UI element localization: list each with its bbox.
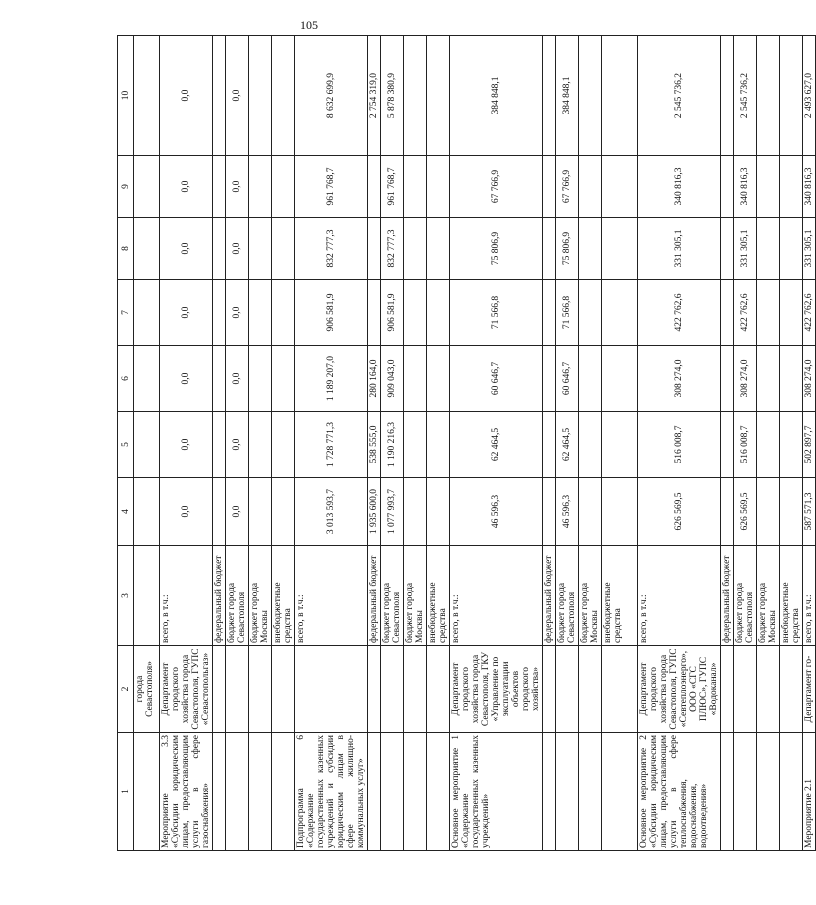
amount-cell: 909 043,0 xyxy=(381,346,404,412)
amount-cell: 961 768,7 xyxy=(381,156,404,218)
executor-cell xyxy=(368,646,381,733)
amount-cell xyxy=(427,280,450,346)
measure-name-cell xyxy=(734,733,757,851)
amount-cell xyxy=(721,346,734,412)
measure-name-cell: Мероприятие 2.1 xyxy=(803,733,816,851)
amount-cell: 0,0 xyxy=(226,346,249,412)
amount-cell xyxy=(249,346,272,412)
amount-cell xyxy=(213,156,226,218)
amount-cell: 0,0 xyxy=(160,218,213,280)
amount-cell xyxy=(579,156,602,218)
measure-name-cell: Мероприятие 3.3 «Субсидии юридическим лицам, предоставляющим услуги в сфере газоснабжения» xyxy=(160,733,213,851)
amount-cell: 331 305,1 xyxy=(638,218,721,280)
executor-cell: Департамент го- xyxy=(803,646,816,733)
amount-cell: 308 274,0 xyxy=(803,346,816,412)
amount-cell xyxy=(780,412,803,478)
amount-cell: 0,0 xyxy=(160,412,213,478)
amount-cell xyxy=(579,36,602,156)
amount-cell: 422 762,6 xyxy=(734,280,757,346)
amount-cell: 60 646,7 xyxy=(556,346,579,412)
amount-cell xyxy=(543,346,556,412)
amount-cell xyxy=(579,346,602,412)
table-row xyxy=(543,36,556,851)
amount-cell xyxy=(721,218,734,280)
amount-cell xyxy=(602,280,638,346)
funding-source-cell: федеральный бюджет xyxy=(368,546,381,646)
amount-cell xyxy=(134,280,160,346)
executor-cell: Департамент городского хозяйства города Севастополя, ГУПС «Севастопольгаз» xyxy=(160,646,213,733)
amount-cell: 340 816,3 xyxy=(638,156,721,218)
table-row xyxy=(295,36,368,851)
amount-cell xyxy=(404,218,427,280)
amount-cell: 422 762,6 xyxy=(803,280,816,346)
funding-source-cell: бюджет города Москвы xyxy=(249,546,272,646)
amount-cell: 308 274,0 xyxy=(638,346,721,412)
funding-source-cell: федеральный бюджет xyxy=(721,546,734,646)
funding-source-cell: всего, в т.ч.: xyxy=(803,546,816,646)
amount-cell xyxy=(757,36,780,156)
funding-source-cell xyxy=(134,546,160,646)
table-row xyxy=(272,36,295,851)
funding-source-cell: внебюджетные средства xyxy=(602,546,638,646)
header-cell: 8 xyxy=(118,218,134,280)
executor-cell xyxy=(295,646,368,733)
amount-cell xyxy=(543,478,556,546)
amount-cell: 0,0 xyxy=(160,478,213,546)
amount-cell xyxy=(780,218,803,280)
amount-cell: 0,0 xyxy=(226,36,249,156)
amount-cell xyxy=(134,346,160,412)
table-row xyxy=(450,36,543,851)
amount-cell: 0,0 xyxy=(226,218,249,280)
amount-cell: 340 816,3 xyxy=(734,156,757,218)
amount-cell xyxy=(721,412,734,478)
amount-cell xyxy=(757,346,780,412)
amount-cell xyxy=(543,156,556,218)
table-row xyxy=(160,36,213,851)
executor-cell: Департамент городского хозяйства города Севастополя, ГУПС «Севтеплоэнерго», ООО «СГС ПЛЮС», ГУПС «Водоканал» xyxy=(638,646,721,733)
table-row xyxy=(134,36,160,851)
header-cell: 5 xyxy=(118,412,134,478)
amount-cell xyxy=(721,36,734,156)
amount-cell xyxy=(404,478,427,546)
amount-cell xyxy=(249,156,272,218)
measure-name-cell xyxy=(427,733,450,851)
amount-cell: 5 878 380,9 xyxy=(381,36,404,156)
amount-cell: 538 555,0 xyxy=(368,412,381,478)
amount-cell xyxy=(757,280,780,346)
amount-cell xyxy=(272,156,295,218)
amount-cell: 0,0 xyxy=(226,412,249,478)
table-row xyxy=(404,36,427,851)
measure-name-cell xyxy=(556,733,579,851)
amount-cell xyxy=(213,478,226,546)
amount-cell xyxy=(780,346,803,412)
amount-cell: 60 646,7 xyxy=(450,346,543,412)
amount-cell: 75 806,9 xyxy=(556,218,579,280)
executor-cell xyxy=(579,646,602,733)
amount-cell xyxy=(134,36,160,156)
measure-name-cell: Основное мероприятие 1 «Содержание государственных казенных учреждений» xyxy=(450,733,543,851)
amount-cell xyxy=(543,218,556,280)
executor-cell xyxy=(734,646,757,733)
amount-cell: 587 571,3 xyxy=(803,478,816,546)
amount-cell xyxy=(579,280,602,346)
executor-cell xyxy=(272,646,295,733)
amount-cell: 0,0 xyxy=(160,36,213,156)
amount-cell xyxy=(427,218,450,280)
amount-cell: 384 848,1 xyxy=(450,36,543,156)
amount-cell: 1 189 207,0 xyxy=(295,346,368,412)
amount-cell xyxy=(272,280,295,346)
header-cell: 2 xyxy=(118,646,134,733)
amount-cell: 8 632 699,9 xyxy=(295,36,368,156)
amount-cell: 1 077 993,7 xyxy=(381,478,404,546)
amount-cell: 331 305,1 xyxy=(734,218,757,280)
funding-source-cell: всего, в т.ч.: xyxy=(638,546,721,646)
funding-source-cell: всего, в т.ч.: xyxy=(295,546,368,646)
amount-cell xyxy=(404,346,427,412)
amount-cell: 62 464,5 xyxy=(450,412,543,478)
amount-cell xyxy=(602,412,638,478)
amount-cell xyxy=(249,36,272,156)
measure-name-cell: Основное мероприятие 2 «Субсидии юридическим лицам, предоставляющим услуги в сфере теплоснабжения, водоснабжения, водоотведения» xyxy=(638,733,721,851)
amount-cell xyxy=(134,478,160,546)
header-cell: 9 xyxy=(118,156,134,218)
amount-cell: 2 545 736,2 xyxy=(734,36,757,156)
amount-cell xyxy=(134,412,160,478)
amount-cell xyxy=(543,412,556,478)
budget-table xyxy=(117,35,816,851)
amount-cell: 0,0 xyxy=(226,280,249,346)
amount-cell xyxy=(368,218,381,280)
amount-cell xyxy=(579,218,602,280)
executor-cell xyxy=(213,646,226,733)
amount-cell xyxy=(134,156,160,218)
amount-cell: 67 766,9 xyxy=(450,156,543,218)
table-row xyxy=(249,36,272,851)
funding-source-cell: федеральный бюджет xyxy=(543,546,556,646)
funding-source-cell: бюджет города Москвы xyxy=(404,546,427,646)
measure-name-cell xyxy=(134,733,160,851)
header-cell: 10 xyxy=(118,36,134,156)
amount-cell: 0,0 xyxy=(160,346,213,412)
funding-source-cell: бюджет города Севастополя xyxy=(734,546,757,646)
amount-cell xyxy=(602,478,638,546)
table-row xyxy=(602,36,638,851)
funding-source-cell: бюджет города Москвы xyxy=(579,546,602,646)
table-row xyxy=(780,36,803,851)
amount-cell xyxy=(721,478,734,546)
table-row xyxy=(427,36,450,851)
amount-cell: 340 816,3 xyxy=(803,156,816,218)
executor-cell xyxy=(381,646,404,733)
amount-cell: 2 493 627,0 xyxy=(803,36,816,156)
amount-cell: 2 754 319,0 xyxy=(368,36,381,156)
executor-cell xyxy=(721,646,734,733)
amount-cell: 0,0 xyxy=(160,156,213,218)
executor-cell xyxy=(427,646,450,733)
amount-cell xyxy=(213,412,226,478)
amount-cell xyxy=(404,156,427,218)
amount-cell xyxy=(134,218,160,280)
amount-cell: 2 545 736,2 xyxy=(638,36,721,156)
amount-cell: 1 728 771,3 xyxy=(295,412,368,478)
amount-cell xyxy=(780,478,803,546)
measure-name-cell xyxy=(579,733,602,851)
amount-cell: 46 596,3 xyxy=(556,478,579,546)
amount-cell: 516 008,7 xyxy=(734,412,757,478)
measure-name-cell xyxy=(381,733,404,851)
amount-cell: 832 777,3 xyxy=(381,218,404,280)
amount-cell xyxy=(249,280,272,346)
table-row xyxy=(381,36,404,851)
amount-cell xyxy=(213,346,226,412)
amount-cell: 67 766,9 xyxy=(556,156,579,218)
header-cell: 1 xyxy=(118,733,134,851)
amount-cell xyxy=(543,36,556,156)
executor-cell xyxy=(757,646,780,733)
funding-source-cell: бюджет города Москвы xyxy=(757,546,780,646)
measure-name-cell xyxy=(213,733,226,851)
amount-cell xyxy=(721,156,734,218)
amount-cell: 308 274,0 xyxy=(734,346,757,412)
amount-cell xyxy=(543,280,556,346)
header-row xyxy=(118,36,134,851)
executor-cell xyxy=(226,646,249,733)
funding-source-cell: внебюджетные средства xyxy=(427,546,450,646)
funding-source-cell: бюджет города Севастополя xyxy=(381,546,404,646)
amount-cell: 71 566,8 xyxy=(556,280,579,346)
table-row xyxy=(556,36,579,851)
measure-name-cell xyxy=(272,733,295,851)
amount-cell xyxy=(404,36,427,156)
table-row xyxy=(368,36,381,851)
amount-cell xyxy=(579,412,602,478)
amount-cell: 3 013 593,7 xyxy=(295,478,368,546)
amount-cell xyxy=(427,156,450,218)
executor-cell xyxy=(543,646,556,733)
amount-cell xyxy=(427,412,450,478)
measure-name-cell xyxy=(543,733,556,851)
measure-name-cell xyxy=(721,733,734,851)
amount-cell: 906 581,9 xyxy=(295,280,368,346)
measure-name-cell xyxy=(602,733,638,851)
amount-cell xyxy=(249,412,272,478)
rotated-table-container xyxy=(117,36,814,851)
funding-source-cell: внебюджетные средства xyxy=(272,546,295,646)
measure-name-cell xyxy=(226,733,249,851)
executor-cell: Департамент городского хозяйства города Севастополя, ГКУ «Управление по эксплуатации объектов городского хозяйства» xyxy=(450,646,543,733)
amount-cell xyxy=(272,36,295,156)
amount-cell xyxy=(272,412,295,478)
header-cell: 7 xyxy=(118,280,134,346)
page-number: 105 xyxy=(300,18,318,32)
table-row xyxy=(734,36,757,851)
amount-cell: 626 569,5 xyxy=(638,478,721,546)
table-row xyxy=(579,36,602,851)
measure-name-cell xyxy=(368,733,381,851)
measure-name-cell xyxy=(404,733,427,851)
amount-cell xyxy=(757,412,780,478)
amount-cell xyxy=(249,218,272,280)
amount-cell xyxy=(427,478,450,546)
measure-name-cell: Подпрограмма 6 «Содержание государственных казенных учреждений и субсидии юридическим лицам в сфере жилищно-коммунальных услуг» xyxy=(295,733,368,851)
funding-source-cell: бюджет города Севастополя xyxy=(556,546,579,646)
amount-cell: 384 848,1 xyxy=(556,36,579,156)
header-cell: 6 xyxy=(118,346,134,412)
amount-cell xyxy=(272,218,295,280)
funding-source-cell: всего, в т.ч.: xyxy=(450,546,543,646)
executor-cell xyxy=(556,646,579,733)
amount-cell xyxy=(579,478,602,546)
amount-cell xyxy=(213,218,226,280)
header-cell: 3 xyxy=(118,546,134,646)
amount-cell: 1 190 216,3 xyxy=(381,412,404,478)
amount-cell: 280 164,0 xyxy=(368,346,381,412)
funding-source-cell: федеральный бюджет xyxy=(213,546,226,646)
amount-cell xyxy=(272,346,295,412)
amount-cell: 0,0 xyxy=(226,156,249,218)
table-row xyxy=(803,36,816,851)
amount-cell: 1 935 600,0 xyxy=(368,478,381,546)
amount-cell xyxy=(404,280,427,346)
amount-cell: 331 305,1 xyxy=(803,218,816,280)
amount-cell xyxy=(427,346,450,412)
amount-cell xyxy=(757,218,780,280)
amount-cell xyxy=(757,156,780,218)
amount-cell xyxy=(602,346,638,412)
amount-cell xyxy=(404,412,427,478)
amount-cell xyxy=(780,36,803,156)
header-cell: 4 xyxy=(118,478,134,546)
executor-cell xyxy=(404,646,427,733)
amount-cell: 906 581,9 xyxy=(381,280,404,346)
amount-cell: 71 566,8 xyxy=(450,280,543,346)
amount-cell xyxy=(602,218,638,280)
amount-cell: 422 762,6 xyxy=(638,280,721,346)
table-row xyxy=(638,36,721,851)
amount-cell xyxy=(780,280,803,346)
amount-cell: 62 464,5 xyxy=(556,412,579,478)
amount-cell: 516 008,7 xyxy=(638,412,721,478)
amount-cell xyxy=(249,478,272,546)
executor-cell: города Севастополя» xyxy=(134,646,160,733)
amount-cell xyxy=(213,36,226,156)
executor-cell xyxy=(780,646,803,733)
amount-cell xyxy=(602,36,638,156)
amount-cell xyxy=(368,280,381,346)
amount-cell xyxy=(757,478,780,546)
amount-cell xyxy=(780,156,803,218)
amount-cell: 46 596,3 xyxy=(450,478,543,546)
amount-cell xyxy=(368,156,381,218)
table-row xyxy=(226,36,249,851)
funding-source-cell: всего, в т.ч.: xyxy=(160,546,213,646)
executor-cell xyxy=(249,646,272,733)
table-row xyxy=(721,36,734,851)
amount-cell: 626 569,5 xyxy=(734,478,757,546)
funding-source-cell: внебюджетные средства xyxy=(780,546,803,646)
amount-cell: 502 897,7 xyxy=(803,412,816,478)
amount-cell: 0,0 xyxy=(226,478,249,546)
amount-cell xyxy=(427,36,450,156)
table-row xyxy=(213,36,226,851)
amount-cell: 75 806,9 xyxy=(450,218,543,280)
measure-name-cell xyxy=(757,733,780,851)
table-row xyxy=(757,36,780,851)
amount-cell xyxy=(272,478,295,546)
amount-cell: 0,0 xyxy=(160,280,213,346)
amount-cell xyxy=(213,280,226,346)
amount-cell: 832 777,3 xyxy=(295,218,368,280)
funding-source-cell: бюджет города Севастополя xyxy=(226,546,249,646)
measure-name-cell xyxy=(780,733,803,851)
amount-cell: 961 768,7 xyxy=(295,156,368,218)
amount-cell xyxy=(602,156,638,218)
amount-cell xyxy=(721,280,734,346)
measure-name-cell xyxy=(249,733,272,851)
executor-cell xyxy=(602,646,638,733)
